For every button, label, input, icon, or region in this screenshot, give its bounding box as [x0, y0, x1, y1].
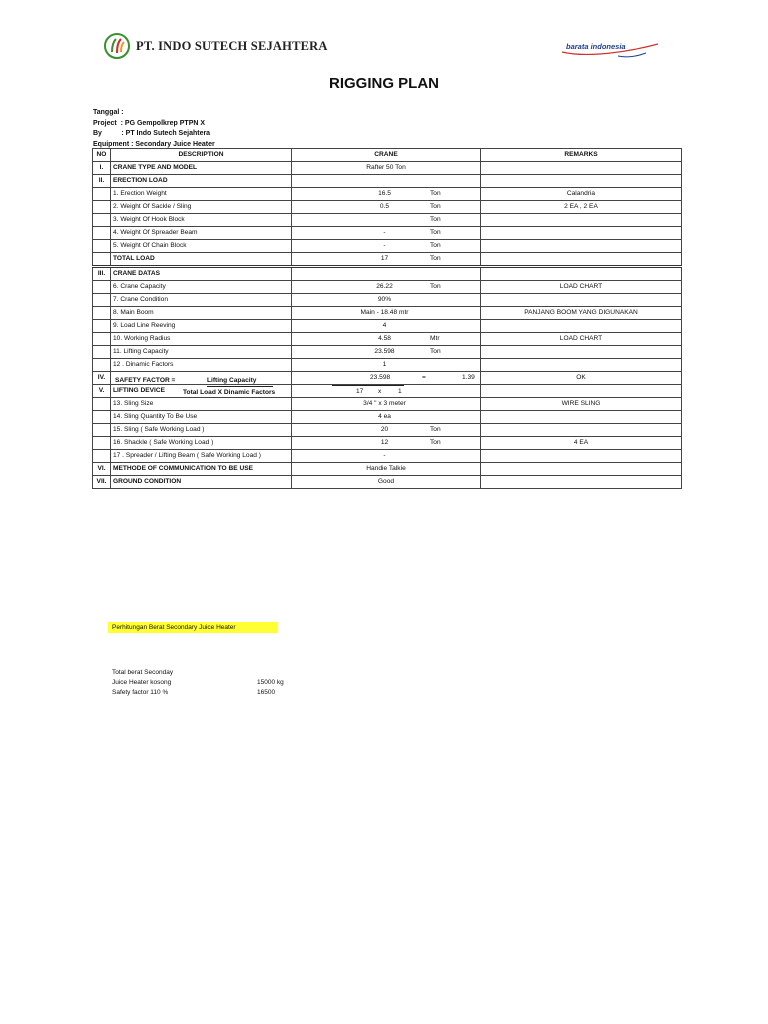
crane-cell — [292, 437, 481, 450]
row-desc: 17 . Spreader / Lifting Beam ( Safe Working Load ) — [111, 450, 292, 463]
table-row — [93, 476, 682, 489]
crane-value: 12 — [380, 439, 389, 446]
crane-unit: Ton — [430, 283, 441, 290]
crane-cell — [292, 424, 481, 437]
crane-unit: Ton — [430, 190, 441, 197]
crane-value: 26.22 — [376, 283, 393, 290]
sf-den-a: 17 — [356, 388, 364, 395]
crane-unit: Ton — [430, 348, 441, 355]
crane-value: 4 ea — [378, 413, 391, 420]
crane-cell — [292, 398, 481, 411]
partner-logo-icon — [558, 38, 664, 64]
row-desc: 1. Erection Weight — [111, 188, 292, 201]
crane-value: 4 — [382, 322, 387, 329]
section-title: CRANE TYPE AND MODEL — [111, 162, 292, 175]
remarks-cell — [481, 359, 682, 372]
section-title: CRANE DATAS — [111, 267, 292, 281]
crane-cell — [292, 188, 481, 201]
table-row — [93, 346, 682, 359]
table-row — [93, 359, 682, 372]
row-desc: 15. Sling ( Safe Working Load ) — [111, 424, 292, 437]
crane-cell — [292, 294, 481, 307]
table-row — [93, 214, 682, 227]
header-no: NO — [93, 149, 111, 162]
header-crane: CRANE — [292, 149, 481, 162]
table-row — [93, 333, 682, 346]
calc-value: 15000 kg — [257, 679, 284, 686]
weight-calculation — [112, 668, 312, 698]
section-no: V. — [93, 385, 111, 398]
table-row — [93, 294, 682, 307]
section-no: VI. — [93, 463, 111, 476]
row-desc: 13. Sling Size — [111, 398, 292, 411]
remarks-cell — [481, 214, 682, 227]
partner-logo — [558, 38, 664, 64]
calc-line — [112, 668, 312, 678]
crane-cell — [292, 227, 481, 240]
crane-cell — [292, 240, 481, 253]
crane-unit: Ton — [430, 255, 441, 262]
row-desc: 16. Shackle ( Safe Working Load ) — [111, 437, 292, 450]
meta-tanggal: Tanggal : — [93, 109, 124, 116]
remarks-cell: Calandria — [481, 188, 682, 201]
crane-value: Main - 18.48 mtr — [360, 309, 409, 316]
safety-factor-calc — [292, 372, 481, 395]
company-logo — [104, 32, 328, 60]
table-row — [93, 240, 682, 253]
calc-label: Total berat Seconday — [112, 669, 174, 676]
section-no: III. — [93, 267, 111, 281]
crane-cell — [292, 214, 481, 227]
project-meta — [93, 108, 215, 150]
table-row — [93, 162, 682, 175]
calc-label: Juice Heater kosong — [112, 679, 172, 686]
table-row — [93, 227, 682, 240]
table-row — [93, 201, 682, 214]
table-row — [93, 307, 682, 320]
header-remarks: REMARKS — [481, 149, 682, 162]
remarks-cell — [481, 227, 682, 240]
calc-line — [112, 678, 312, 688]
crane-unit: Ton — [430, 242, 441, 249]
crane-value: 3/4 " x 3 meter — [363, 400, 406, 407]
crane-value: - — [383, 452, 386, 459]
row-desc: 7. Crane Condition — [111, 294, 292, 307]
table-row — [93, 320, 682, 333]
crane-unit: Ton — [430, 426, 441, 433]
crane-cell — [292, 307, 481, 320]
table-header-row — [93, 149, 682, 162]
remarks-cell: 2 EA , 2 EA — [481, 201, 682, 214]
row-desc: 10. Working Radius — [111, 333, 292, 346]
row-desc: 5. Weight Of Chain Block — [111, 240, 292, 253]
crane-unit: Ton — [430, 229, 441, 236]
sf-result: 1.39 — [462, 374, 475, 381]
crane-cell — [292, 359, 481, 372]
crane-value: 90% — [377, 296, 392, 303]
crane-value: Good — [292, 476, 481, 489]
row-desc: 12 . Dinamic Factors — [111, 359, 292, 372]
sf-equals: = — [422, 374, 426, 381]
remarks-cell: OK — [481, 372, 682, 385]
remarks-cell: LOAD CHART — [481, 281, 682, 294]
table-row — [93, 267, 682, 281]
section-no: VII. — [93, 476, 111, 489]
sf-den-x: x — [378, 388, 382, 395]
meta-project: Project : PG Gempolkrep PTPN X — [93, 119, 206, 127]
calc-label: Safety factor 110 % — [112, 689, 169, 696]
remarks-cell — [481, 450, 682, 463]
fraction-line — [332, 385, 404, 386]
row-desc: 6. Crane Capacity — [111, 281, 292, 294]
crane-value: 20 — [380, 426, 389, 433]
row-desc: 9. Load Line Reeving — [111, 320, 292, 333]
remarks-cell — [481, 320, 682, 333]
table-row — [93, 188, 682, 201]
row-desc: 4. Weight Of Spreader Beam — [111, 227, 292, 240]
crane-unit: Ton — [430, 216, 441, 223]
svg-text:barata indonesia: barata indonesia — [566, 42, 626, 51]
total-load-label: TOTAL LOAD — [111, 253, 292, 267]
remarks-cell — [481, 240, 682, 253]
crane-unit: Ton — [430, 203, 441, 210]
crane-cell — [292, 320, 481, 333]
crane-value: Handie Talkie — [292, 463, 481, 476]
company-logo-icon — [104, 33, 130, 59]
row-desc: 11. Lifting Capacity — [111, 346, 292, 359]
remarks-cell — [481, 162, 682, 175]
section-no: II. — [93, 175, 111, 188]
table-row — [93, 450, 682, 463]
meta-equipment: Equipment : Secondary Juice Heater — [93, 140, 215, 148]
table-row — [93, 385, 682, 398]
sf-den-b: 1 — [398, 388, 402, 395]
total-load-value: 17 — [380, 255, 389, 262]
section-title: ERECTION LOAD — [111, 175, 292, 188]
crane-cell — [292, 411, 481, 424]
meta-by: By : PT Indo Sutech Sejahtera — [93, 130, 211, 137]
table-row — [93, 463, 682, 476]
table-row — [93, 411, 682, 424]
section-title: LIFTING DEVICE — [111, 385, 292, 398]
row-desc: 3. Weight Of Hook Block — [111, 214, 292, 227]
crane-value: 16.5 — [378, 190, 391, 197]
calc-line — [112, 688, 312, 698]
table-row — [93, 398, 682, 411]
section-title: METHODE OF COMMUNICATION TO BE USE — [111, 463, 292, 476]
safety-factor-numerator: Lifting Capacity — [207, 377, 257, 384]
crane-unit: Ton — [430, 439, 441, 446]
section-no: I. — [93, 162, 111, 175]
crane-cell — [292, 333, 481, 346]
row-desc: 2. Weight Of Sackle / Sling — [111, 201, 292, 214]
safety-factor-row — [93, 372, 682, 385]
calc-value: 16500 — [257, 689, 276, 696]
crane-cell — [292, 281, 481, 294]
crane-value: Rafter 50 Ton — [292, 162, 481, 175]
sf-numerator-value: 23.598 — [370, 374, 391, 381]
total-load-row — [93, 253, 682, 267]
table-row — [93, 437, 682, 450]
remarks-cell: PANJANG BOOM YANG DIGUNAKAN — [481, 307, 682, 320]
remarks-cell: WIRE SLING — [481, 398, 682, 411]
crane-unit: Mtr — [430, 335, 440, 342]
company-name: PT. INDO SUTECH SEJAHTERA — [136, 38, 328, 53]
section-title: GROUND CONDITION — [111, 476, 292, 489]
crane-value: 1 — [382, 361, 387, 368]
safety-factor-label: SAFETY FACTOR = — [115, 377, 176, 384]
page-title: RIGGING PLAN — [328, 75, 439, 92]
section-no: IV. — [93, 372, 111, 385]
rigging-table — [92, 148, 682, 489]
crane-value: 0.5 — [379, 203, 390, 210]
remarks-cell: 4 EA — [481, 437, 682, 450]
table-row — [93, 424, 682, 437]
crane-cell — [292, 346, 481, 359]
crane-cell — [292, 450, 481, 463]
crane-value: - — [383, 242, 386, 249]
remarks-cell — [481, 411, 682, 424]
crane-value: - — [383, 229, 386, 236]
header-description: DESCRIPTION — [111, 149, 292, 162]
remarks-cell — [481, 294, 682, 307]
crane-cell — [292, 253, 481, 267]
remarks-cell — [481, 424, 682, 437]
crane-value: 4.58 — [378, 335, 391, 342]
remarks-cell: LOAD CHART — [481, 333, 682, 346]
crane-value: 23.598 — [374, 348, 395, 355]
row-desc: 8. Main Boom — [111, 307, 292, 320]
remarks-cell — [481, 346, 682, 359]
safety-factor-denominator: Total Load X Dinamic Factors — [183, 389, 276, 396]
crane-cell — [292, 201, 481, 214]
table-row — [93, 281, 682, 294]
calc-heading: Perhitungan Berat Secondary Juice Heater — [108, 622, 278, 633]
row-desc: 14. Sling Quantity To Be Use — [111, 411, 292, 424]
table-row — [93, 175, 682, 188]
